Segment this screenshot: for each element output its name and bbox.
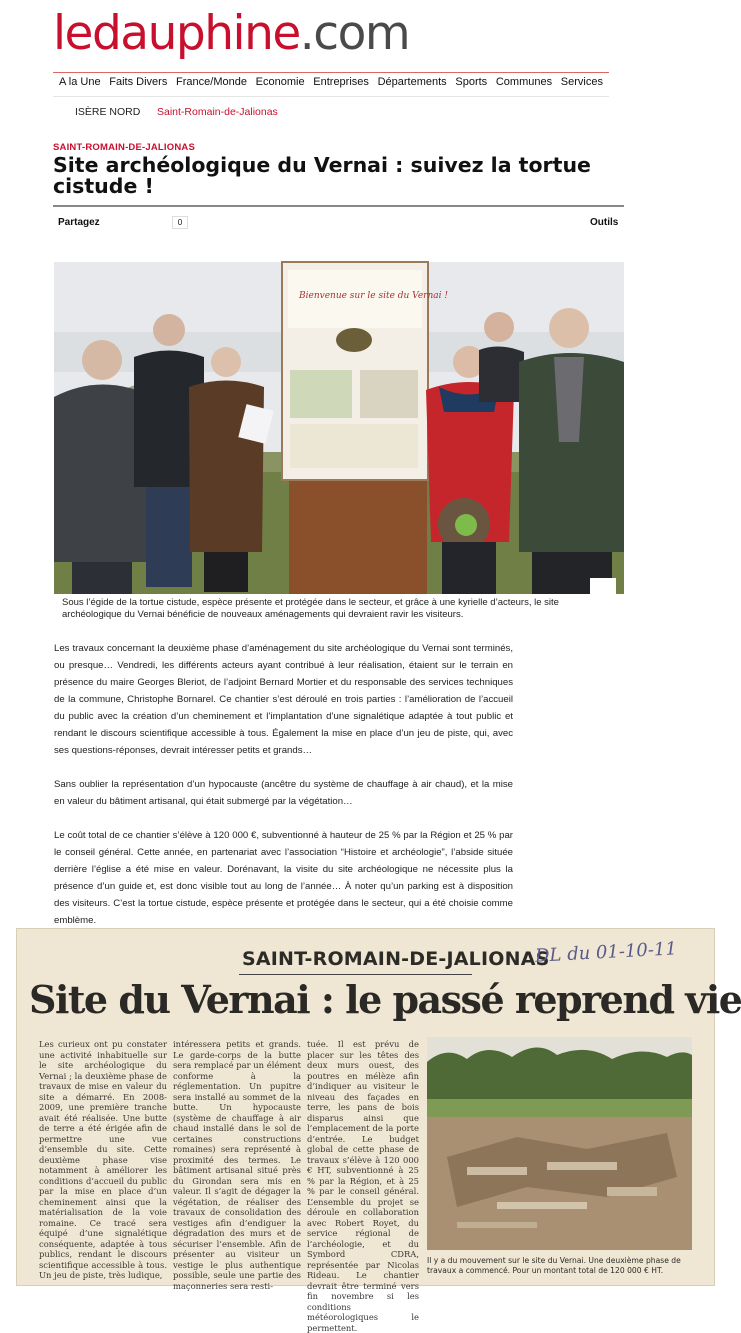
- newspaper-clipping: [16, 928, 741, 1333]
- title-divider: [53, 205, 624, 207]
- share-button[interactable]: Partagez: [58, 217, 100, 228]
- nav-item-a-la-une[interactable]: A la Une: [59, 76, 101, 88]
- article-paragraph: Le coût total de ce chantier s’élève à 120 000 €, subventionné à hauteur de 25 % par la Région et 25 % par le conseil général. Cette année, en partenariat avec l’association “Histoire et archéologie”, l’abside située derrière l’église a été mise en valeur. Dorénavant, la visite du site archéologique ne nécessite plus la présence d’un guide et, est donc visible tout au long de l’année… À noter qu’un parking est à disposition des visiteurs. C’est la tortue cistude, espèce présente et protégée dans le secteur, qui a été choisie comme emblème.: [54, 830, 513, 926]
- clipping-photo-caption: Il y a du mouvement sur le site du Vernai. Une deuxième phase de travaux a commencé. Pour un montant total de 120 000 € HT.: [427, 1256, 681, 1275]
- nav-item-economie[interactable]: Economie: [255, 76, 305, 88]
- clipping-column: intéressera petits et grands. Le garde-corps de la butte sera remplacé par un élément conforme à la réglementation. Un pupitre sera installé au sommet de la butte. Un hypocauste (système de chauffage à air chaud installé dans le sol de certaines constructions romaines) sera représenté à proximité des termes. Le bâtiment artisanal situé près du Girondan sera mis en valeur. Il s’agit de dégager la végétation, de réaliser des travaux de consolidation des vestiges afin d’endiguer la dégradation des murs et de sécuriser l’ensemble. Afin de présenter au visiteur un vestige le plus authentique possible, seule une partie des maçonneries sera resti-: [173, 1039, 301, 1291]
- clipping-title: Site du Vernai : le passé reprend vie: [29, 977, 741, 1022]
- clipping-handwritten-note: DL du 01-10-11: [534, 938, 678, 967]
- clipping-kicker-underline: [239, 974, 472, 975]
- photo-caption: Sous l’égide de la tortue cistude, espèce présente et protégée dans le secteur, et grâce à une kyrielle d’acteurs, le site archéologique du Vernai bénéficie de nouveaux aménagements qui devraient ravir les visiteurs.: [62, 597, 559, 620]
- article-photo: [54, 262, 624, 594]
- sign-text: Bienvenue sur le site du Vernai !: [299, 291, 448, 301]
- logo-text-primary: ledauphine: [53, 6, 300, 61]
- clipping-photo: [427, 1037, 692, 1250]
- article-body: [54, 640, 513, 946]
- logo-text-suffix: .com: [299, 6, 410, 61]
- nav-divider: [53, 96, 609, 97]
- site-logo[interactable]: [53, 6, 409, 61]
- nav-item-services[interactable]: Services: [560, 76, 603, 88]
- nav-item-entreprises[interactable]: Entreprises: [313, 76, 369, 88]
- subnav-commune-link[interactable]: Saint-Romain-de-Jalionas: [157, 106, 278, 118]
- nav-item-france-monde[interactable]: France/Monde: [176, 76, 247, 88]
- tools-button[interactable]: Outils: [590, 217, 619, 228]
- clipping-column: Les curieux ont pu constater une activité inhabituelle sur le site archéologique du Vernai ; la deuxième phase de travaux de mise en valeur du site a démarré. En 2008-2009, une première tranche avait été réalisée. Une butte de terre a été érigée afin de permettre une vue d’ensemble du site. Cette deuxième phase vise notamment à améliorer les conditions d’accueil du public par la mise en place d’un cheminement ainsi que la matérialisation de la voie romaine. Ce tracé sera équipé d’une signalétique conséquente, adaptée à tous publics, rendant le discours scientifique accessible à tous. Un jeu de piste, très ludique,: [39, 1039, 167, 1280]
- nav-item-departements[interactable]: Départements: [377, 76, 447, 88]
- article-title: Site archéologique du Vernai : suivez la tortue cistude !: [53, 153, 591, 198]
- clipping-kicker: SAINT-ROMAIN-DE-JALIONAS: [242, 948, 550, 970]
- nav-item-sports[interactable]: Sports: [455, 76, 488, 88]
- nav-item-faits-divers[interactable]: Faits Divers: [109, 76, 168, 88]
- article-kicker: SAINT-ROMAIN-DE-JALIONAS: [53, 142, 196, 153]
- nav-item-communes[interactable]: Communes: [495, 76, 553, 88]
- clipping-column: tuée. Il est prévu de placer sur les têtes des deux murs ouest, des poutres en mélèze afin d’indiquer au visiteur le niveau des façades en terre, les pans de bois disparus ainsi que l’emplacement de la porte d’entrée. Le budget global de cette phase de travaux s’élève à 120 000 € HT, subventionné à 25 % par la Région, et à 25 % par le conseil général. L’ensemble du projet se déroule en collaboration avec Robert Royet, du service régional de l’archéologie, et du Symbord CDRA, représentée par Nicolas Rideau. Le chantier devrait être terminé vers fin novembre si les conditions météorologiques le permettent.: [307, 1039, 419, 1333]
- share-count-badge: 0: [172, 216, 188, 229]
- subnav-region-link[interactable]: ISÈRE NORD: [75, 106, 141, 118]
- header-divider: [53, 72, 609, 73]
- main-navigation: [53, 76, 609, 96]
- article-paragraph: Les travaux concernant la deuxième phase d’aménagement du site archéologique du Vernai sont terminés, ou presque… Vendredi, les différents acteurs ayant contribué à leur réalisation, étaient sur le terrain en présence du maire Georges Bleriot, de l’adjoint Bernard Mortier et du responsable des services techniques de la commune, Christophe Bornarel. Ce chantier s’est déroulé en trois parties : l’amélioration de l’accueil du public avec la création d’un cheminement et l’implantation d’une signalétique adaptée à tout public et rendant le discours scientifique accessible à tous. Également la mise en place d’un jeu de piste, qui, avec ses questions-réponses, devrait intéresser petits et grands…: [54, 643, 513, 756]
- article-paragraph: Sans oublier la représentation d’un hypocauste (ancêtre du système de chauffage à air chaud), et la mise en valeur du bâtiment artisanal, qui était submergé par la végétation…: [54, 779, 513, 807]
